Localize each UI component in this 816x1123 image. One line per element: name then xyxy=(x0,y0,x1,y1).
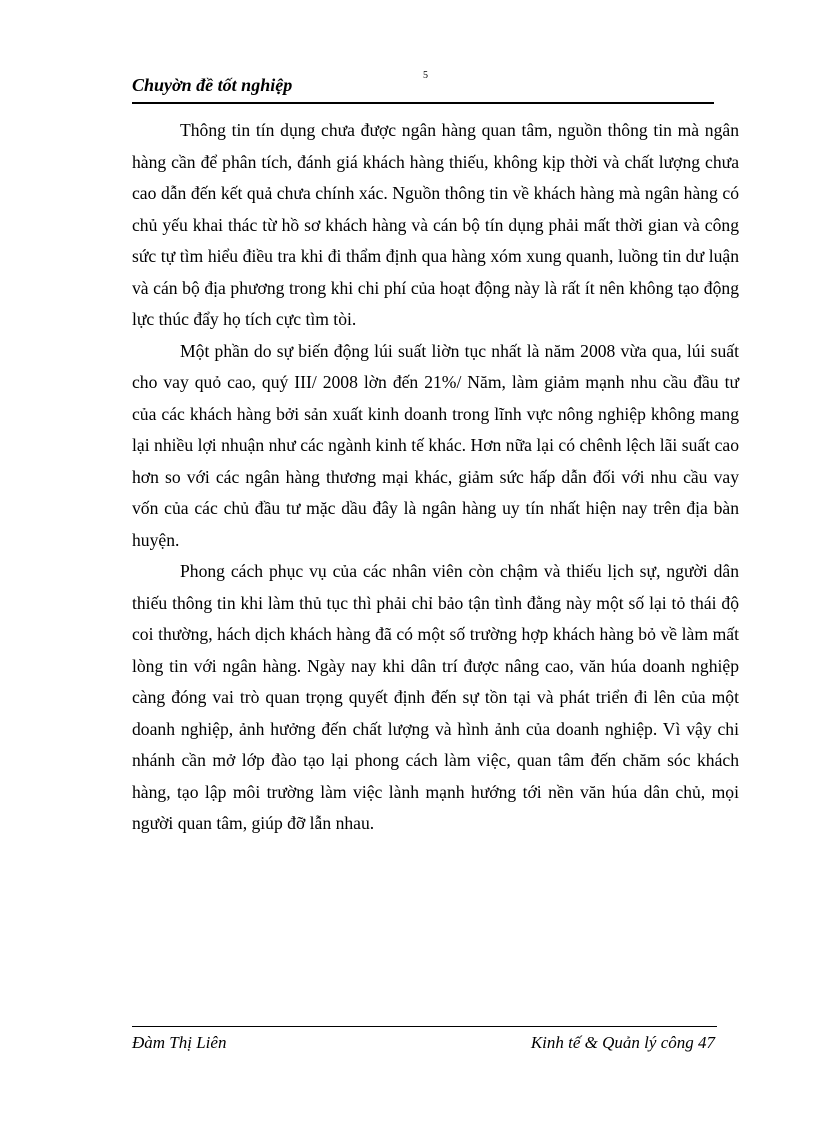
page-number: 5 xyxy=(423,70,428,81)
footer-author: Đàm Thị Liên xyxy=(132,1033,227,1052)
page-header xyxy=(132,70,714,104)
footer-class: Kinh tế & Quản lý công 47 xyxy=(530,1033,715,1052)
document-title: Chuyờn đề tốt nghiệp xyxy=(132,75,293,95)
footer-divider xyxy=(132,1026,717,1027)
paragraph-service-style: Phong cách phục vụ của các nhân viên còn chậm và thiếu lịch sự, người dân thiếu thông tin khi làm thủ tục thì phải chỉ bảo tận tình đằng này một số lại tỏ thái độ coi thường, hách dịch khách hàng đã có một số trường hợp khách hàng bỏ về làm mất lòng tin với ngân hàng. Ngày nay khi dân trí được nâng cao, văn húa doanh nghiệp càng đóng vai trò quan trọng quyết định đến sự tồn tại và phát triển đi lên của một doanh nghiệp, ảnh hưởng đến chất lượng và hình ảnh của doanh nghiệp. Vì vậy chi nhánh cần mở lớp đào tạo lại phong cách làm việc, quan tâm đến chăm sóc khách hàng, tạo lập môi trường làm việc lành mạnh hướng tới nền văn húa dân chủ, mọi người quan tâm, giúp đỡ lẫn nhau. xyxy=(132,561,739,833)
paragraph-credit-information: Thông tin tín dụng chưa được ngân hàng quan tâm, nguồn thông tin mà ngân hàng cần để phân tích, đánh giá khách hàng thiếu, không kịp thời và chất lượng chưa cao dẫn đến kết quả chưa chính xác. Nguồn thông tin về khách hàng mà ngân hàng có chủ yếu khai thác từ hồ sơ khách hàng và cán bộ tín dụng phải mất thời gian và công sức tự tìm hiểu điều tra khi đi thẩm định qua hàng xóm xung quanh, luồng tin dư luận và cán bộ địa phương trong khi chi phí của hoạt động này là rất ít nên không tạo động lực thúc đẩy họ tích cực tìm tòi. xyxy=(132,120,739,329)
document-body xyxy=(132,115,739,840)
paragraph-interest-rate: Một phần do sự biến động lúi suất liờn tục nhất là năm 2008 vừa qua, lúi suất cho vay quỏ cao, quý III/ 2008 lờn đến 21%/ Năm, làm giảm mạnh nhu cầu đầu tư của các khách hàng bởi sản xuất kinh doanh trong lĩnh vực nông nghiệp không mang lại nhiều lợi nhuận như các ngành kinh tế khác. Hơn nữa lại có chênh lệch lãi suất cao hơn so với các ngân hàng thương mại khác, giảm sức hấp dẫn đối với nhu cầu vay vốn của các chủ đầu tư mặc dầu đây là ngân hàng uy tín nhất hiện nay trên địa bàn huyện. xyxy=(132,340,739,550)
